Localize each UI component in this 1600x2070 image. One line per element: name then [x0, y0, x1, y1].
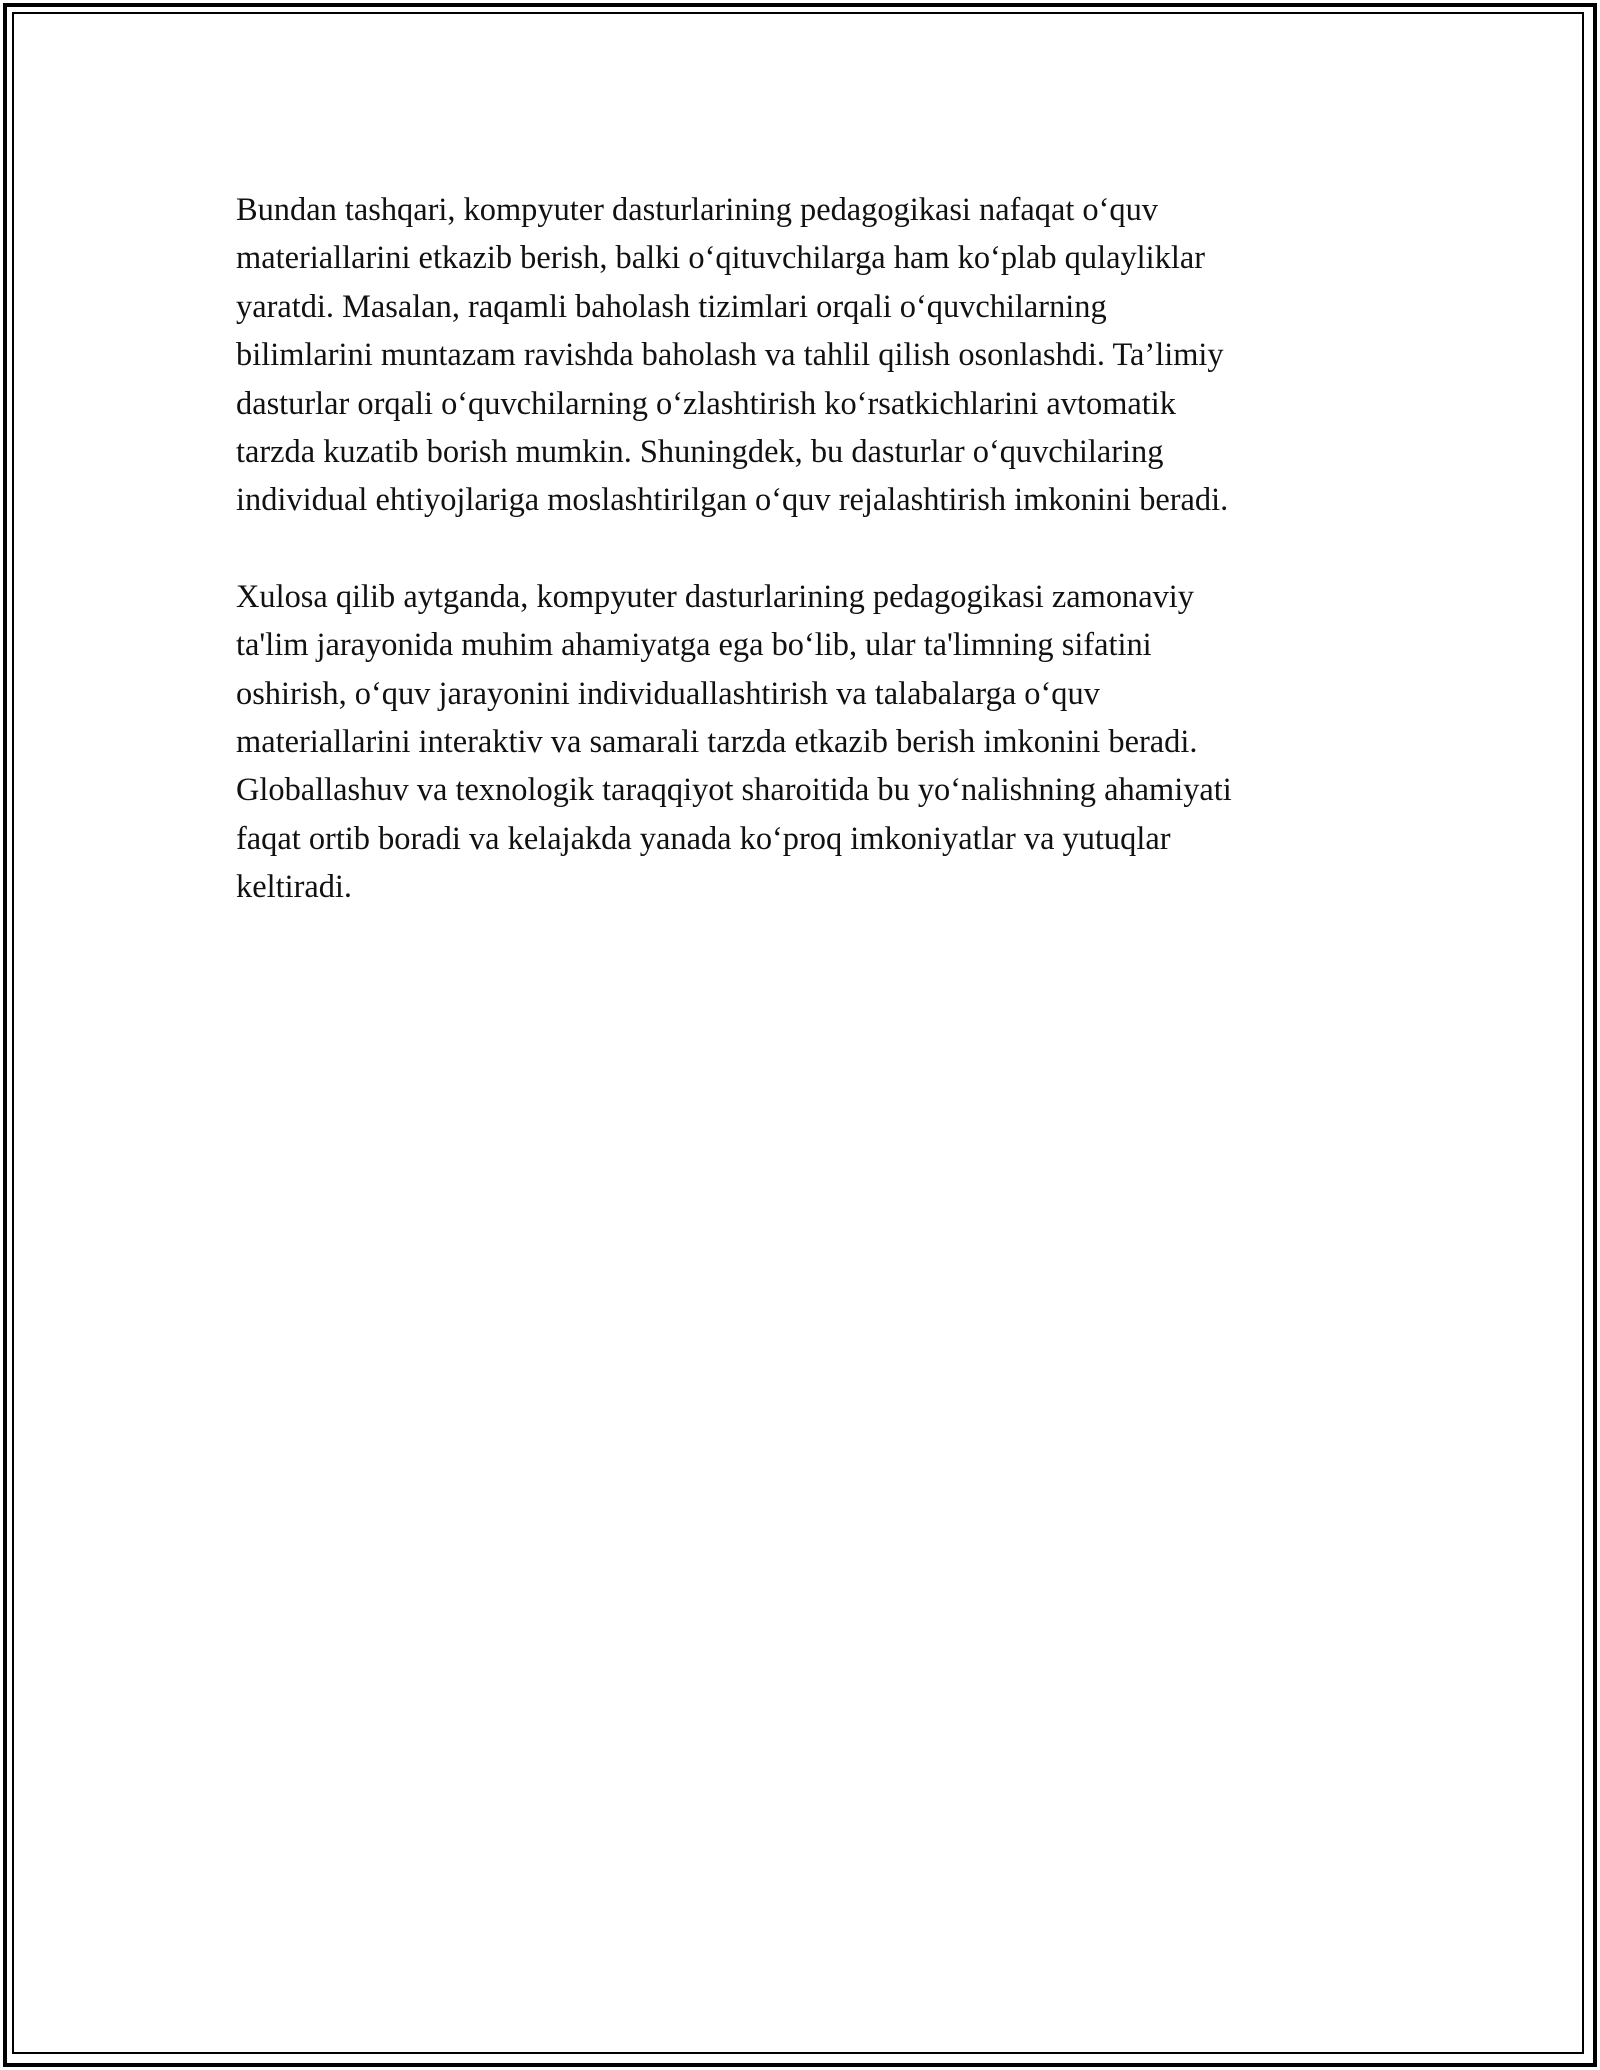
- paragraph-line: bilimlarini muntazam ravishda baholash va tahlil qilish osonlashdi. Ta’limiy: [236, 337, 1224, 374]
- paragraph-line: yaratdi. Masalan, raqamli baholash tizimlari orqali oʻquvchilarning: [236, 288, 1107, 325]
- paragraph-line: materiallarini interaktiv va samarali tarzda etkazib berish imkonini beradi.: [236, 724, 1198, 761]
- paragraph-line: faqat ortib boradi va kelajakda yanada koʻproq imkoniyatlar va yutuqlar: [236, 820, 1171, 857]
- paragraph-line: keltiradi.: [236, 869, 353, 906]
- paragraph-line: individual ehtiyojlariga moslashtirilgan oʻquv rejalashtirish imkonini beradi.: [236, 482, 1229, 519]
- document-body: [236, 186, 1382, 912]
- paragraph-1: [236, 186, 1382, 525]
- paragraph-line: Xulosa qilib aytganda, kompyuter dasturlarining pedagogikasi zamonaviy: [236, 578, 1194, 615]
- paragraph-line: dasturlar orqali oʻquvchilarning oʻzlashtirish koʻrsatkichlarini avtomatik: [236, 385, 1176, 422]
- paragraph-line: ta'lim jarayonida muhim ahamiyatga ega boʻlib, ular ta'limning sifatini: [236, 627, 1152, 664]
- paragraph-line: Globallashuv va texnologik taraqqiyot sharoitida bu yoʻnalishning ahamiyati: [236, 772, 1232, 809]
- paragraph-line: materiallarini etkazib berish, balki oʻqituvchilarga ham koʻplab qulayliklar: [236, 240, 1205, 277]
- paragraph-line: oshirish, oʻquv jarayonini individuallashtirish va talabalarga oʻquv: [236, 675, 1100, 712]
- paragraph-line: Bundan tashqari, kompyuter dasturlarining pedagogikasi nafaqat oʻquv: [236, 192, 1158, 228]
- paragraph-2: [236, 573, 1382, 912]
- paragraph-line: tarzda kuzatib borish mumkin. Shuningdek, bu dasturlar oʻquvchilaring: [236, 434, 1164, 471]
